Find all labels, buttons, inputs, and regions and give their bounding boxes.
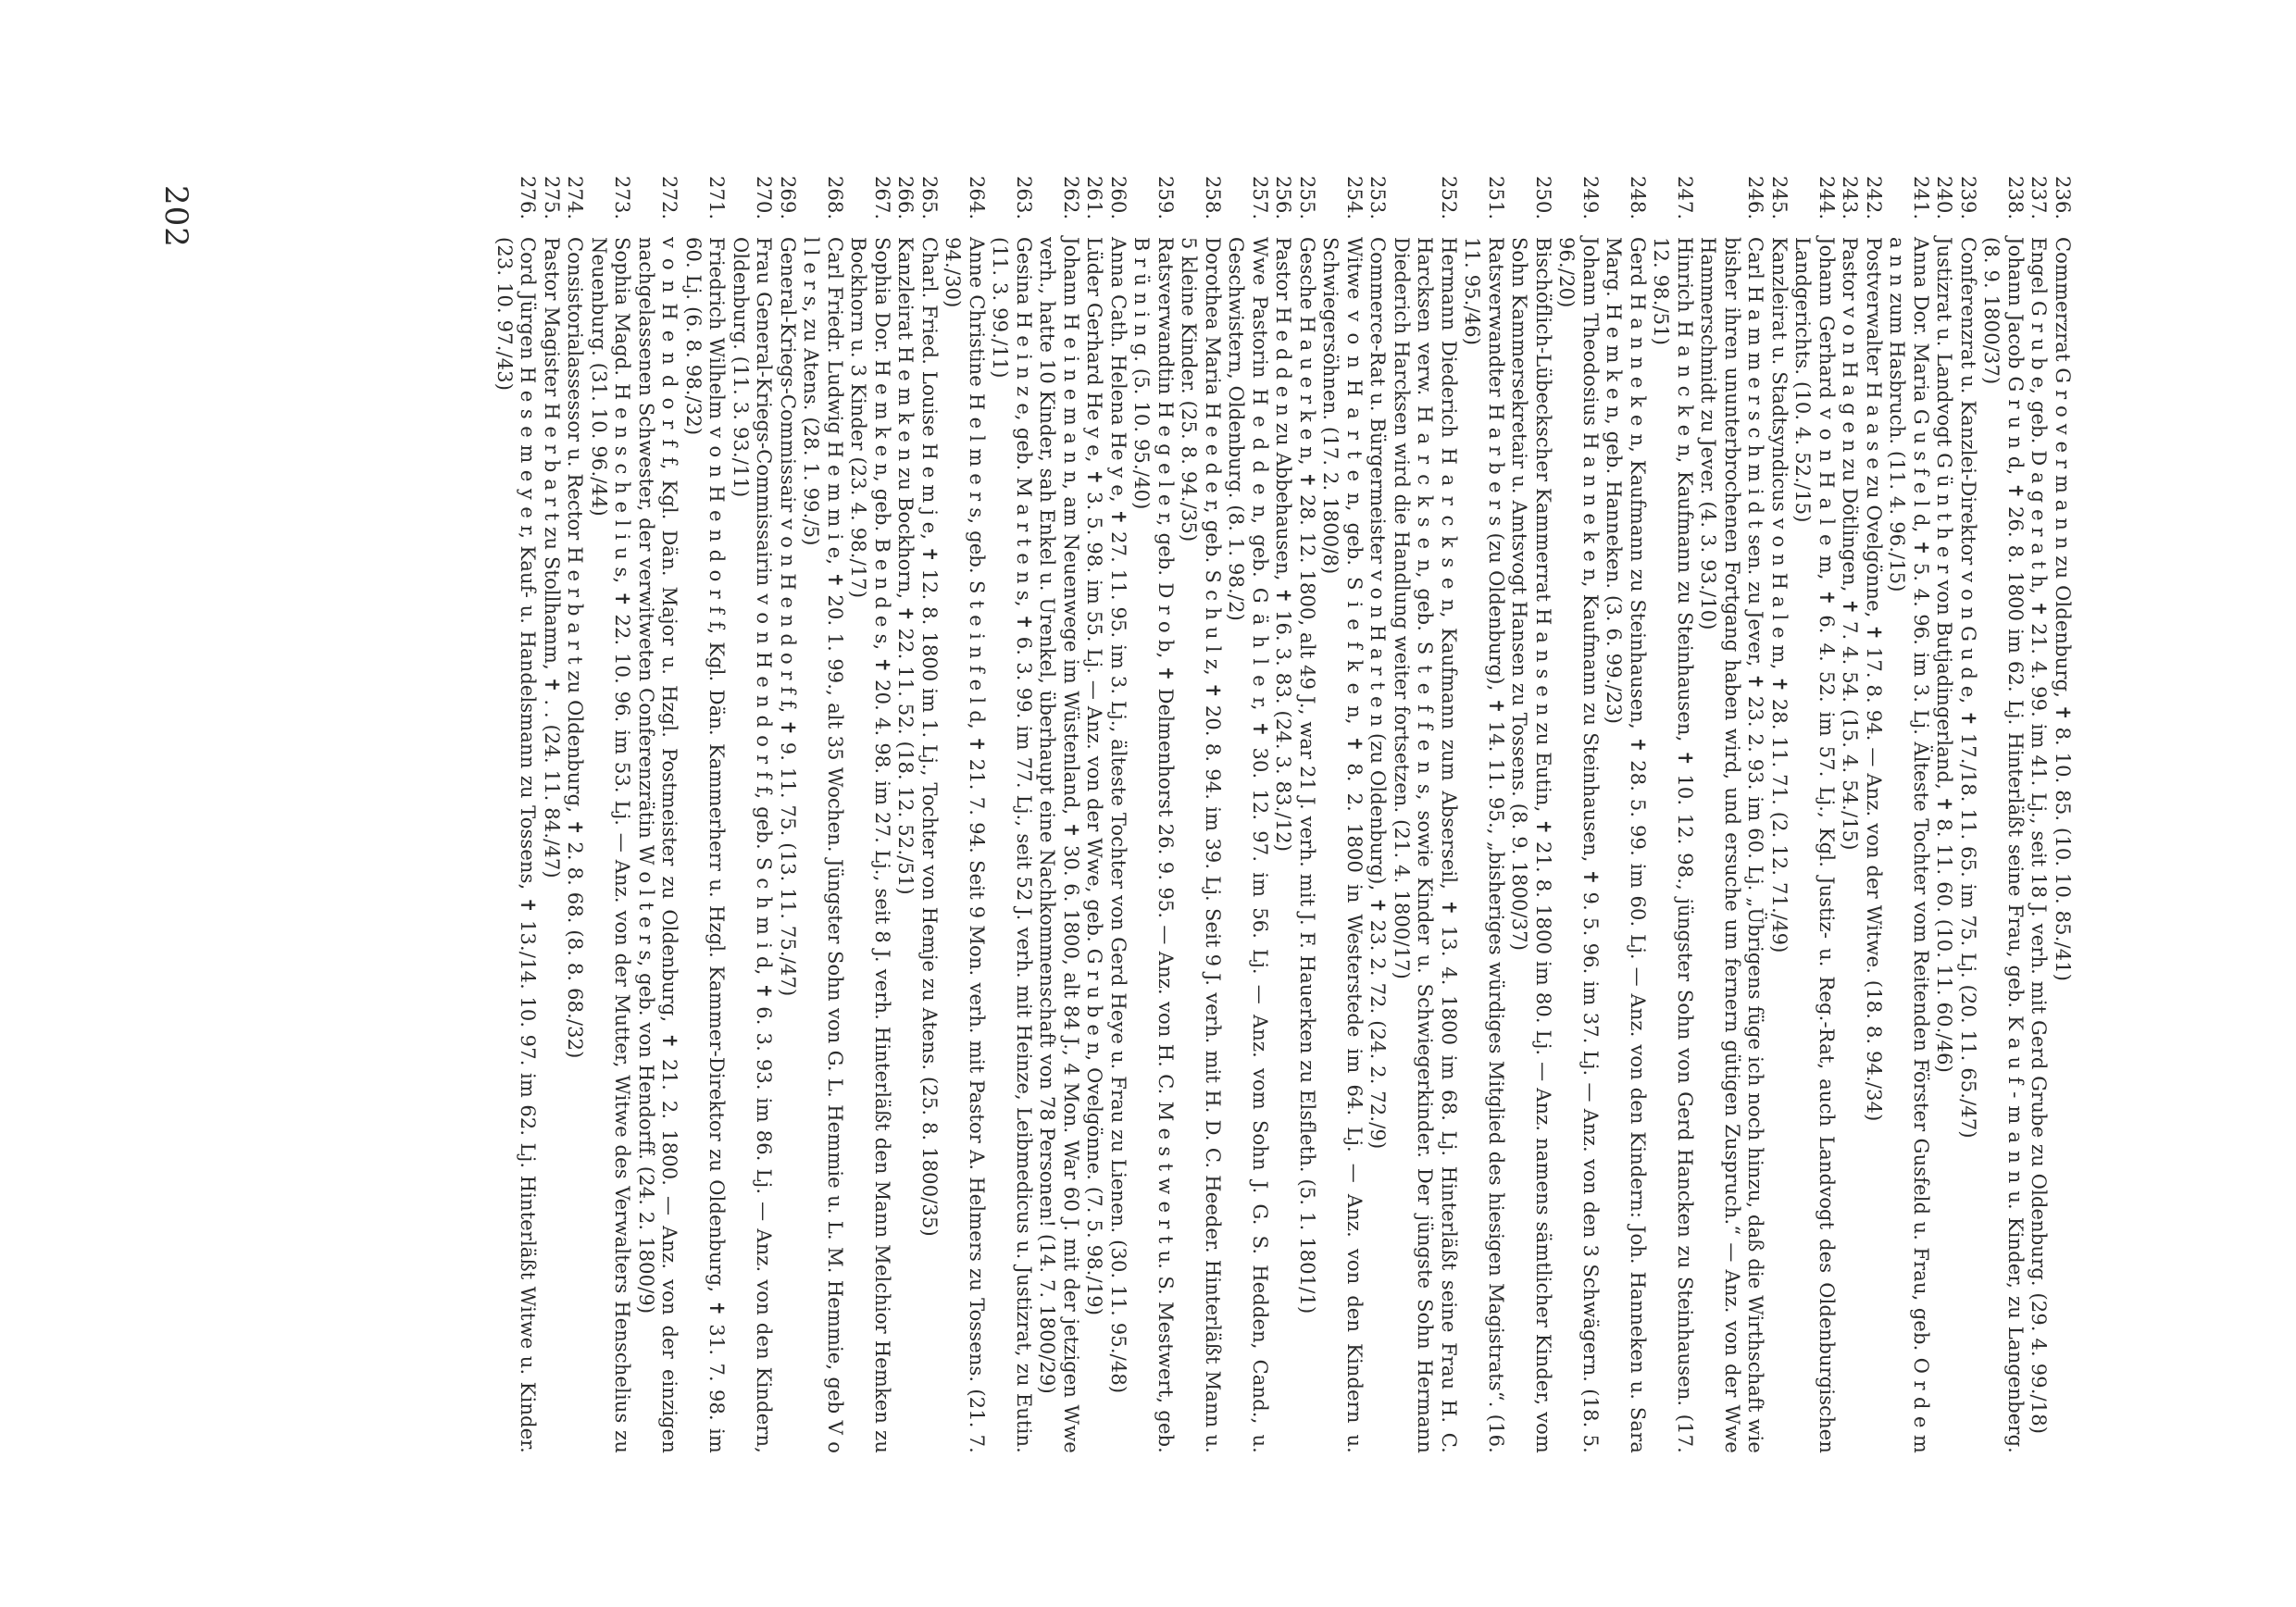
entry-number: 239. [1957,176,1979,220]
entry-text: Gesche H a u e r k e n, ✝ 28. 12. 1800, alt 49 J., war 21 J. verh. mit J. F. Hauerken zu Elsfleth. (5. 1. 1801/1) [1296,237,1318,1314]
entry-text: Carl Friedr. Ludwig H e m m i e, ✝ 20. 1. 99., alt 35 Wochen. Jüngster Sohn von G. L. Hemmie u. L. M. Hemmie, geb V o l l e r s, zu Atens. (28. 1. 99./5) [800,237,846,1453]
list-item [1649,176,1696,1453]
entry-number: 253. [1366,176,1390,220]
entry-number: 243. [1839,176,1862,220]
entry-number: 268. [824,176,846,220]
entry-text: Carl H a m m e r s c h m i d t sen. zu Jever, ✝ 23. 2. 93. im 60. Lj. „Übrigens füge ich noch hinzu, daß die Wirthschaft wie bisher ihren ununterbrochenen Fortgang haben wird, und ersuche um fernern gütigen Zuspruch.“ — Anz. von der Wwe Hammerschmidt zu Jever. (4. 3. 93./10) [1697,237,1767,1453]
list-item [1507,176,1554,1453]
list-item [1106,176,1130,1453]
entry-text: Commerce-Rat u. Bürgermeister v o n H a r t e n (zu Oldenburg), ✝ 23. 2. 72. (24. 2. 72./9) [1366,237,1390,1150]
entry-text: Anna Dor. Maria G u s f e l d, ✝ 5. 4. 96. im 3. Lj. Älteste Tochter vom Reitenden Förster Gusfeld u. Frau, geb. O r d e m a n n zum Hasbruch. (11. 4. 96./15) [1886,237,1932,1453]
list-item [2027,176,2051,1453]
entry-text: Johann H e i n e m a n n, am Neuenwege im Wüstenland, ✝ 30. 6. 1800, alt 84 J., 4 Mon. War 60 J. mit der jetzigen Wwe verh., hatte 10 Kinder, sah Enkel u. Urenkel, überhaupt eine Nachkommenschaft von 78 Personen! (14. 7. 1800/29) [1036,237,1082,1453]
entry-text: Commerzrat G r o v e r m a n n zu Oldenburg, ✝ 8. 10. 85. (10. 10. 85./41) [2052,237,2074,982]
entry-text: Bischöflich-Lübeckscher Kammerrat H a n s e n zu Eutin, ✝ 21. 8. 1800 im 80. Lj. — Anz. namens sämtlicher Kinder, vom Sohn Kammersekretair u. Amtsvogt Hansen zu Tossens. (8. 9. 1800/37) [1508,237,1554,1453]
entry-number: 273. [611,176,634,220]
entry-number: 266. [894,176,917,220]
entry-text: Kanzleirat H e m k e n zu Bockhorn, ✝ 22. 11. 52. (18. 12. 52./51) [894,237,917,895]
entry-number: 257. [1249,176,1271,220]
entry-text: Conferenzrat u. Kanzlei-Direktor v o n G u d e, ✝ 17./18. 11. 65. im 75. Lj. (20. 11. 65./47) [1957,237,1979,1139]
entry-number: 265. [918,176,941,220]
entry-text: General-Kriegs-Commissair v o n H e n d o r f f, ✝ 9. 11. 75. (13. 11. 75./47) [777,237,799,997]
list-item [1956,176,1980,1453]
entry-number: 264. [966,176,988,220]
entry-text: Wwe Pastorin H e d d e n, geb. G ä h l e r, ✝ 30. 12. 97. im 56. Lj. — Anz. vom Sohn J. G. S. Hedden, Cand., u. Geschwistern, Oldenburg. (8. 1. 98./2) [1225,237,1271,1453]
entry-number: 237. [2028,176,2051,220]
entry-number: 245. [1768,176,1791,220]
entry-text: Sophia Magd. H e n s c h e l i u s, ✝ 22. 10. 96. im 53. Lj. — Anz. von der Mutter, Witwe des Verwalters Henschelius zu Neuenburg. (31. 10. 96./44) [588,237,634,1453]
list-item [1838,176,1862,1453]
entry-text: Charl. Fried. Louise H e m j e, ✝ 12. 8. 1800 im 1. Lj., Tochter von Hemje zu Atens. (25. 8. 1800/35) [918,237,941,1237]
list-item [776,176,800,1453]
entry-text: Justizrat u. Landvogt G ü n t h e r von Butjadingerland, ✝ 8. 11. 60. (10. 11. 60./46) [1933,237,1956,1074]
list-item [1932,176,1956,1453]
list-item [587,176,634,1453]
entry-text: Gerd H a n n e k e n, Kaufmann zu Steinhausen, ✝ 28. 5. 99. im 60. Lj. — Anz. von den Kindern: Joh. Hanneken u. Sara Marg. H e m k e n, geb. Hanneken. (3. 6. 99./23) [1603,237,1649,1453]
entry-number: 238. [2004,176,2027,220]
entry-text: Kanzleirat u. Stadtsyndicus v o n H a l e m, ✝ 28. 11. 71. (2. 12. 71./49) [1768,237,1791,953]
entry-number: 274. [564,176,587,220]
entry-text: Witwe v o n H a r t e n, geb. S i e f k e n, ✝ 8. 2. 1800 in Westerstede im 64. Lj. — Anz. von den Kindern u. Schwiegersöhnen. (17. 2. 1800/8) [1319,237,1366,1453]
entry-number: 258. [1202,176,1224,220]
entry-text: Dorothea Maria H e e d e r, geb. S c h u l z, ✝ 20. 8. 94. im 39. Lj. Seit 9 J. verh. mit H. D. C. Heeder. Hinterläßt Mann u. 5 kleine Kinder. (25. 8. 94./35) [1178,237,1224,1453]
entry-text: Ratsverwandtin H e g e l e r, geb. D r o b, ✝ Delmenhorst 26. 9. 95. — Anz. von H. C. M e s t w e r t u. S. Mestwert, geb. B r ü n i n g. (5. 10. 95./40) [1130,237,1177,1453]
entry-number: 250. [1532,176,1554,220]
entry-number: 244. [1816,176,1838,220]
list-item [493,176,540,1453]
entry-text: Pastor v o n H a g e n zu Dötlingen, ✝ 7. 4. 54. (15. 4. 54./15) [1839,237,1862,851]
entry-text: Hinrich H a n c k e n, Kaufmann zu Steinhausen, ✝ 10. 12. 98., jüngster Sohn von Gerd Hancken zu Steinhausen. (17. 12. 98./51) [1650,237,1696,1453]
entry-text: Friedrich Wilhelm v o n H e n d o r f f, Kgl. Dän. Kammerherr u. Hzgl. Kammer-Direktor zu Oldenburg, ✝ 31. 7. 98. im 60. Lj. (6. 8. 98./32) [682,237,729,1453]
entry-number: 241. [1910,176,1932,220]
list-item [1460,176,1507,1453]
list-item [1602,176,1649,1453]
entry-number: 251. [1485,176,1507,220]
list-item [893,176,917,1453]
entry-number: 246. [1744,176,1767,220]
entry-text: Postverwalter H a a s e zu Ovelgönne, ✝ 17. 8. 94. — Anz. von der Witwe. (18. 8. 94./34) [1863,237,1885,1122]
entry-number: 271. [705,176,729,220]
list-item [1224,176,1271,1453]
list-item [1791,176,1838,1453]
list-item [1271,176,1295,1453]
list-item [729,176,776,1453]
entry-text: Hermann Diederich H a r c k s e n, Kaufmann zum Abserseil, ✝ 13. 4. 1800 im 68. Lj. Hinterläßt seine Frau H. C. Harcksen verw. H a r c k s e n, geb. S t e f f e n s, sowie Kinder u. Schwiegerkinder. Der jüngste Sohn Hermann Diederich Harcksen wird die Handlung weiter fortsetzen. (21. 4. 1800/17) [1391,237,1460,1453]
entry-text: v o n H e n d o r f f, Kgl. Dän. Major u. Hzgl. Postmeister zu Oldenburg, ✝ 21. 2. 1800. — Anz. von der einzigen nachgelassenen Schwester, der verwitweten Conferenzrätin W o l t e r s, geb. von Hendorff. (24. 2. 1800/9) [635,237,681,1453]
entry-text: Lüder Gerhard He y e, ✝ 3. 5. 98. im 55. Lj. — Anz. von der Wwe, geb. G r u b e n, Ovelgönne. (7. 5. 98./19) [1083,237,1106,1316]
entry-text: Sophia Dor. H e m k e n, geb. B e n d e s, ✝ 20. 4. 98. im 27. Lj., seit 8 J. verh. Hinterläßt den Mann Melchior Hemken zu Bockhorn u. 3 Kinder (23. 4. 98./17) [847,237,893,1453]
entry-number: 240. [1933,176,1956,220]
list-item [1767,176,1791,1453]
entry-number: 263. [1013,176,1035,220]
entry-number: 247. [1674,176,1696,220]
list-item [1318,176,1366,1453]
entry-text: Johann Gerhard v o n H a l e m, ✝ 6. 4. 52. im 57. Lj., Kgl. Justiz- u. Reg.-Rat, auch Landvogt des Oldenburgischen Landgerichts. (10. 4. 52./15) [1791,237,1838,1453]
entry-number: 272. [658,176,681,220]
entry-number: 248. [1627,176,1649,220]
entry-text: Engel G r u b e, geb. D a g e r a t h, ✝ 21. 4. 99. im 41. Lj., seit 18 J. verh. mit Gerd Grube zu Oldenburg. (29. 4. 99./18) [2028,237,2051,1435]
entry-text: Johann Theodosius H a n n e k e n, Kaufmann zu Steinhausen, ✝ 9. 5. 96. im 37. Lj. — Anz. von den 3 Schwägern. (18. 5. 96./20) [1555,237,1602,1453]
list-item [1082,176,1106,1453]
entry-number: 270. [753,176,776,220]
entry-number: 260. [1107,176,1129,220]
list-item [941,176,988,1453]
entry-number: 276. [517,176,540,220]
entry-text: Cord Jürgen H e s e m e y e r, Kauf- u. Handelsmann zu Tossens, ✝ 13./14. 10. 97. im 62. Lj. Hinterläßt Witwe u. Kinder. (23. 10. 97./43) [493,237,540,1453]
list-item [1554,176,1602,1453]
entry-number: 259. [1154,176,1177,220]
list-item [2051,176,2075,1453]
list-item [1129,176,1177,1453]
entry-text: Consistorialassessor u. Rector H e r b a r t zu Oldenburg, ✝ 2. 8. 68. (8. 8. 68./32) [564,237,587,1059]
list-item [1390,176,1461,1453]
list-item [634,176,681,1453]
entry-text: Anne Christine H e l m e r s, geb. S t e i n f e l d, ✝ 21. 7. 94. Seit 9 Mon. verh. mit Pastor A. Helmers zu Tossens. (21. 7. 94./30) [942,237,988,1453]
list-item [540,176,564,1453]
list-item [1979,176,2027,1453]
entry-number: 249. [1579,176,1602,220]
list-item [799,176,846,1453]
list-item [681,176,729,1453]
entries-list [493,176,2075,1453]
entry-number: 275. [541,176,563,220]
entry-text: Pastor H e d d e n zu Abbehausen, ✝ 16. 3. 83. (24. 3. 83./12) [1272,237,1295,853]
entry-text: Pastor Magister H e r b a r t zu Stollhamm, ✝ . . (24. 11. 84./47) [541,237,563,878]
list-item [563,176,587,1453]
entry-number: 254. [1343,176,1366,220]
entry-number: 267. [871,176,893,220]
list-item [1366,176,1390,1453]
entry-number: 236. [2052,176,2074,220]
list-item [1295,176,1319,1453]
list-item [1885,176,1932,1453]
list-item [1862,176,1886,1453]
rotated-text-block [139,176,2074,1453]
entry-number: 262. [1060,176,1082,220]
list-item [988,176,1035,1453]
entry-text: Johann Jacob G r u n d, ✝ 26. 8. 1800 im 62. Lj. Hinterläßt seine Frau, geb. K a u f - m a n n u. Kinder, zu Langenberg. (8. 9. 1800/37) [1980,237,2027,1453]
list-item [1696,176,1767,1453]
entry-number: 255. [1296,176,1318,220]
entry-number: 261. [1083,176,1106,220]
entry-text: Ratsverwandter H a r b e r s (zu Oldenburg), ✝ 14. 11. 95., „bisheriges würdiges Mitglied des hiesigen Magistrats“. (16. 11. 95./46) [1461,237,1507,1453]
list-item [1035,176,1082,1453]
entry-number: 269. [777,176,799,220]
entry-text: Frau General-Kriegs-Commissairin v o n H e n d o r f f, geb. S c h m i d, ✝ 6. 3. 93. im 86. Lj. — Anz. von den Kindern, Oldenburg. (11. 3. 93./11) [730,237,776,1453]
entry-text: Anna Cath. Helena He y e, ✝ 27. 11. 95. im 3. Lj., älteste Tochter von Gerd Heye u. Frau zu Lienen. (30. 11. 95./48) [1107,237,1129,1394]
entry-number: 252. [1438,176,1460,220]
entry-number: 256. [1272,176,1295,220]
list-item [917,176,942,1453]
entry-number: 242. [1863,176,1885,220]
list-item [1177,176,1224,1453]
list-item [846,176,893,1453]
page-number: 202 [157,185,194,248]
entry-text: Gesina H e i n z e, geb. M a r t e n s, ✝ 6. 3. 99. im 77. Lj., seit 52 J. verh. mit Heinze, Leibmedicus u. Justizrat, zu Eutin. (11. 3. 99./11) [989,237,1035,1453]
